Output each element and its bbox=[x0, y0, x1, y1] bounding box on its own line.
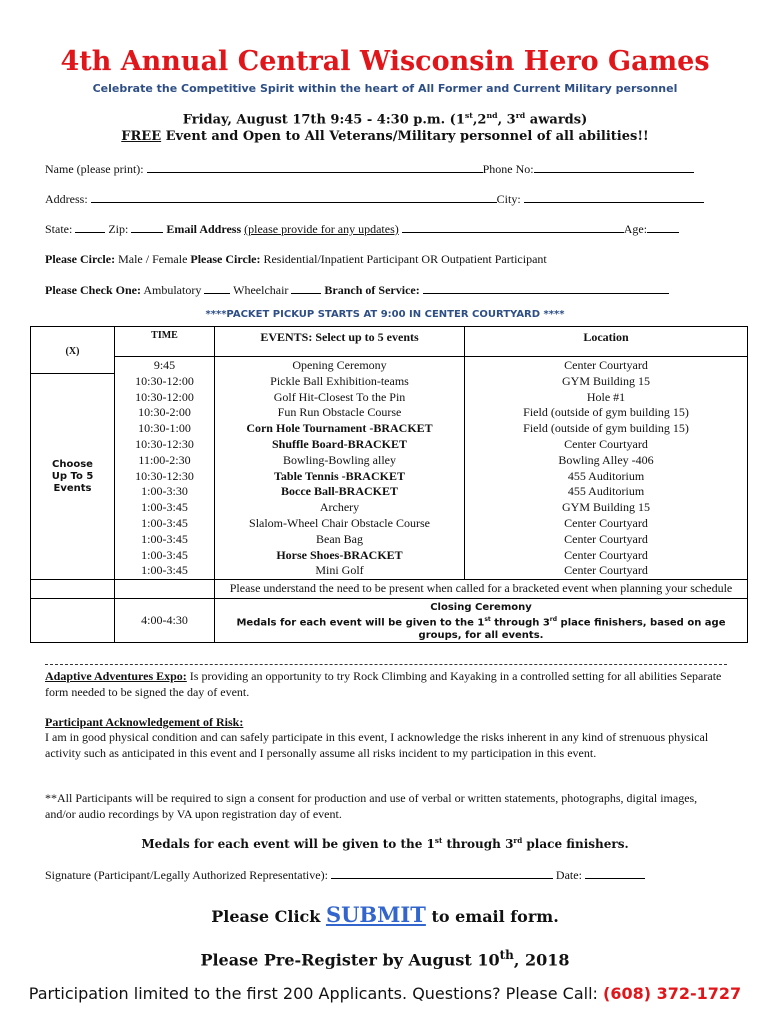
event-time: 10:30-12:30 bbox=[135, 436, 194, 451]
ambulatory-label: Ambulatory bbox=[143, 283, 202, 297]
event-time: 10:30-12:00 bbox=[135, 373, 194, 388]
bracket-note: Please understand the need to be present when called for a bracketed event when planning your schedule bbox=[229, 581, 733, 596]
event-name: Corn Hole Tournament -BRACKET bbox=[246, 421, 433, 436]
submit-suffix: to email form. bbox=[425, 907, 559, 926]
time-header: TIME bbox=[115, 327, 215, 357]
event-list-cell bbox=[215, 374, 465, 580]
event-time: 11:00-2:30 bbox=[138, 452, 191, 467]
email-label: Email Address bbox=[166, 222, 242, 236]
circle2-label: Please Circle: bbox=[190, 252, 261, 266]
event-location: Center Courtyard bbox=[564, 563, 648, 578]
x-column-header: (X) bbox=[65, 345, 80, 357]
free-rest: Event and Open to All Veterans/Military personnel of all abilities!! bbox=[161, 129, 649, 144]
signature-field[interactable] bbox=[331, 867, 553, 879]
page-title: 4th Annual Central Wisconsin Hero Games bbox=[60, 46, 710, 77]
page-subtitle: Celebrate the Competitive Spirit within the heart of All Former and Current Military personnel bbox=[92, 82, 678, 95]
city-label: City: bbox=[496, 192, 521, 206]
contact-phone[interactable]: (608) 372-1727 bbox=[603, 984, 742, 1003]
event-name: Golf Hit-Closest To the Pin bbox=[273, 389, 406, 404]
event-location: Center Courtyard bbox=[564, 547, 648, 562]
x-header-cell bbox=[31, 327, 115, 357]
email-hint: (please provide for any updates) bbox=[244, 222, 399, 236]
email-field[interactable] bbox=[402, 221, 624, 233]
event-date-line: Friday, August 17th 9:45 - 4:30 p.m. (1st,2nd, 3rd awards) bbox=[182, 111, 588, 128]
events-table bbox=[30, 326, 748, 643]
date-field[interactable] bbox=[585, 867, 645, 879]
acknowledgement-heading: Participant Acknowledgement of Risk: bbox=[45, 715, 244, 729]
submit-button[interactable]: SUBMIT bbox=[325, 902, 426, 927]
event-name: Archery bbox=[319, 500, 360, 515]
event-time: 1:00-3:45 bbox=[141, 531, 188, 546]
name-label: Name (please print): bbox=[45, 162, 144, 176]
closing-time: 4:00-4:30 bbox=[141, 612, 188, 627]
circle-row bbox=[45, 252, 547, 267]
zip-label: Zip: bbox=[108, 222, 129, 236]
event-name: Bocce Ball-BRACKET bbox=[281, 484, 398, 499]
opening-event-cell bbox=[215, 357, 465, 374]
event-name: Bean Bag bbox=[316, 531, 363, 546]
event-time: 10:30-1:00 bbox=[138, 421, 191, 436]
bracket-note-left-cell bbox=[31, 580, 115, 599]
closing-time-cell bbox=[115, 599, 215, 643]
name-phone-row bbox=[45, 161, 694, 177]
event-location: Center Courtyard bbox=[564, 531, 648, 546]
branch-label: Branch of Service: bbox=[324, 283, 420, 297]
gender-options[interactable]: Male / Female bbox=[118, 252, 188, 266]
name-field[interactable] bbox=[147, 161, 483, 173]
event-location: 455 Auditorium bbox=[567, 484, 645, 499]
event-location: Bowling Alley -406 bbox=[558, 452, 654, 467]
opening-location: Center Courtyard bbox=[564, 358, 648, 372]
section-divider bbox=[45, 664, 727, 665]
circle1-label: Please Circle: bbox=[45, 252, 116, 266]
limit-text: Participation limited to the first 200 Applicants. Questions? Please Call: bbox=[28, 984, 604, 1003]
acknowledgement-text: I am in good physical condition and can safely participate in this event, I acknowledge the risks inherent in any kind of strenuous physical activity such as anticipated in this event and I personally assume all risks incident to my participation in this event. bbox=[45, 730, 709, 760]
choose-cell[interactable] bbox=[31, 374, 115, 580]
event-location: Hole #1 bbox=[586, 389, 626, 404]
ambulatory-check[interactable] bbox=[204, 282, 230, 294]
preregister-line: Please Pre-Register by August 10th, 2018 bbox=[200, 948, 570, 970]
opening-check-cell[interactable] bbox=[31, 357, 115, 374]
state-zip-email-row bbox=[45, 221, 679, 237]
closing-title: Closing Ceremony bbox=[430, 602, 532, 614]
event-time: 10:30-12:30 bbox=[135, 468, 194, 483]
location-header: Location bbox=[465, 327, 748, 357]
event-time: 10:30-12:00 bbox=[135, 389, 194, 404]
free-event-line bbox=[0, 129, 770, 144]
event-time: 1:00-3:45 bbox=[141, 547, 188, 562]
event-name: Table Tennis -BRACKET bbox=[274, 468, 405, 483]
event-time: 10:30-2:00 bbox=[138, 405, 191, 420]
events-header: EVENTS: Select up to 5 events bbox=[215, 327, 465, 357]
adaptive-text: Is providing an opportunity to try Rock Climbing and Kayaking in a controlled setting for all abilities Separate form needed to be signed the day of event. bbox=[45, 669, 722, 699]
state-label: State: bbox=[45, 222, 73, 236]
event-name: Shuffle Board-BRACKET bbox=[271, 436, 408, 451]
event-name: Slalom-Wheel Chair Obstacle Course bbox=[249, 515, 430, 530]
wheelchair-label: Wheelchair bbox=[233, 283, 289, 297]
event-location: GYM Building 15 bbox=[561, 373, 650, 388]
event-location: Center Courtyard bbox=[564, 515, 648, 530]
participant-type-options[interactable]: Residential/Inpatient Participant OR Outpatient Participant bbox=[263, 252, 547, 266]
free-word: FREE bbox=[121, 129, 162, 144]
event-name: Horse Shoes-BRACKET bbox=[276, 547, 403, 562]
event-name: Bowling-Bowling alley bbox=[283, 452, 396, 467]
time-list-cell bbox=[115, 374, 215, 580]
age-label: Age: bbox=[623, 222, 648, 236]
city-field[interactable] bbox=[524, 191, 704, 203]
opening-event: Opening Ceremony bbox=[292, 358, 387, 372]
adaptive-paragraph bbox=[45, 669, 725, 700]
adaptive-label: Adaptive Adventures Expo: bbox=[45, 669, 187, 683]
address-field[interactable] bbox=[91, 191, 497, 203]
bracket-note-cell bbox=[215, 580, 748, 599]
event-location: Field (outside of gym building 15) bbox=[523, 405, 689, 420]
opening-time: 9:45 bbox=[153, 358, 176, 372]
event-location: GYM Building 15 bbox=[561, 500, 650, 515]
address-city-row bbox=[45, 191, 704, 207]
choose-label: Choose Up To 5 Events bbox=[51, 458, 94, 494]
state-field[interactable] bbox=[75, 221, 105, 233]
event-time: 1:00-3:45 bbox=[141, 515, 188, 530]
check-label: Please Check One: bbox=[45, 283, 141, 297]
submit-line bbox=[0, 902, 770, 927]
consent-text: **All Participants will be required to sign a consent for production and use of verbal or written statements, photographs, digital images, and/or audio recordings by VA upon registration day of event. bbox=[45, 791, 698, 821]
opening-location-cell bbox=[465, 357, 748, 374]
event-name: Pickle Ball Exhibition-teams bbox=[270, 373, 409, 388]
check-row bbox=[45, 282, 669, 298]
event-time: 1:00-3:45 bbox=[141, 563, 188, 578]
closing-left-cell bbox=[31, 599, 115, 643]
phone-field[interactable] bbox=[534, 161, 694, 173]
closing-text: Medals for each event will be given to the 1st through 3rd place finishers, based on age groups, for all events. bbox=[236, 616, 726, 642]
event-name: Mini Golf bbox=[315, 563, 364, 578]
event-time: 1:00-3:30 bbox=[141, 484, 188, 499]
event-location: Center Courtyard bbox=[564, 436, 648, 451]
event-name: Fun Run Obstacle Course bbox=[277, 405, 402, 420]
address-label: Address: bbox=[45, 192, 88, 206]
location-list-cell bbox=[465, 374, 748, 580]
medals-line: Medals for each event will be given to the 1st through 3rd place finishers. bbox=[141, 836, 629, 851]
date-label: Date: bbox=[555, 868, 582, 882]
event-time: 1:00-3:45 bbox=[141, 500, 188, 515]
phone-label: Phone No: bbox=[482, 162, 534, 176]
signature-row bbox=[45, 867, 645, 883]
participation-limit-line bbox=[0, 984, 770, 1003]
packet-pickup-notice: ****PACKET PICKUP STARTS AT 9:00 IN CENTER COURTYARD **** bbox=[205, 309, 565, 320]
signature-label: Signature (Participant/Legally Authorized Representative): bbox=[45, 868, 328, 882]
zip-field[interactable] bbox=[131, 221, 163, 233]
bracket-note-time-cell bbox=[115, 580, 215, 599]
age-field[interactable] bbox=[647, 221, 679, 233]
event-location: 455 Auditorium bbox=[567, 468, 645, 483]
event-location: Field (outside of gym building 15) bbox=[523, 421, 689, 436]
opening-time-cell bbox=[115, 357, 215, 374]
closing-cell bbox=[215, 599, 748, 643]
submit-prefix: Please Click bbox=[211, 907, 326, 926]
branch-field[interactable] bbox=[423, 282, 669, 294]
wheelchair-check[interactable] bbox=[291, 282, 321, 294]
